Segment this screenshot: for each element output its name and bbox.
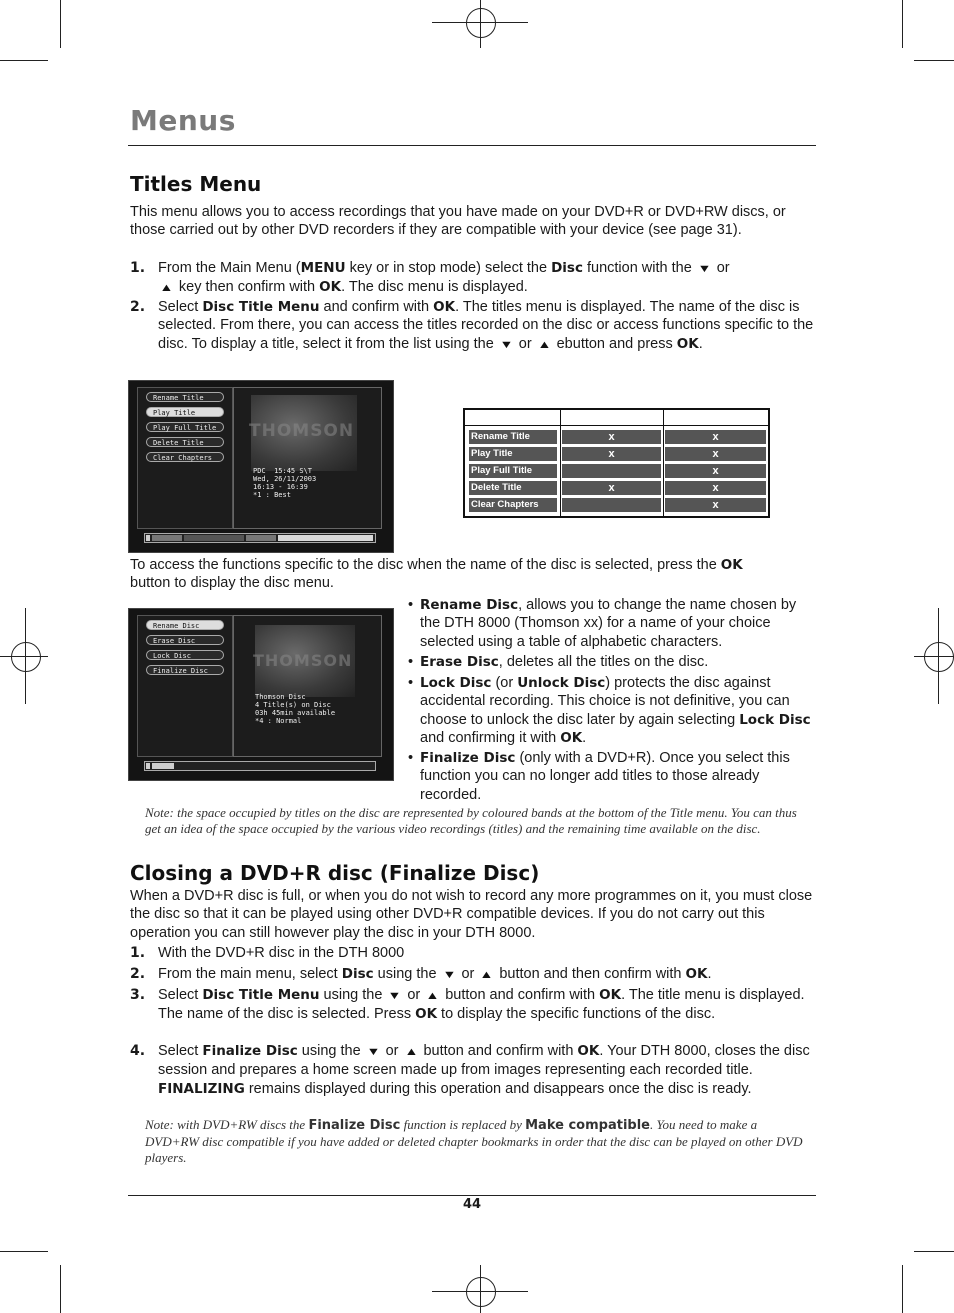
titles-menu-intro: This menu allows you to access recordings that you have made on your DVD+R or DVD+RW discs, or those carried out by other DVD recorders if they are compatible with your device (see page 31). (130, 204, 786, 239)
bullet-finalize-disc: Finalize Disc (only with a DVD+R). Once you select this function you can no longer add titles to those already recorded. (420, 750, 790, 803)
footer-rule (128, 1195, 816, 1196)
down-arrow-icon: ▼ (441, 969, 457, 981)
closing-step-1: With the DVD+R disc in the DTH 8000 (158, 945, 405, 961)
screen-menu-item: Delete Title (146, 437, 224, 447)
down-arrow-icon: ▼ (387, 990, 402, 1002)
screen-menu-item: Rename Disc (146, 620, 224, 630)
disc-space-bar (144, 761, 376, 771)
titles-step-1: From the Main Menu (MENU key or in stop mode) select the Disc function with the ▼ or ▲ key then confirm with OK. The disc menu is displayed. (158, 259, 814, 298)
screen-menu-item: Lock Disc (146, 650, 224, 660)
down-arrow-icon: ▼ (499, 338, 514, 351)
down-arrow-icon: ▼ (697, 263, 712, 275)
registration-mark (466, 1277, 496, 1307)
thomson-logo: THOMSON (253, 651, 353, 670)
step-number: 1. (130, 260, 146, 276)
screen-menu-item: Play Full Title (146, 422, 224, 432)
up-arrow-icon: ▲ (403, 1046, 419, 1058)
screen-menu-item: Erase Disc (146, 635, 224, 645)
page-number: 44 (463, 1197, 482, 1212)
titles-note: Note: the space occupied by titles on the disc are represented by coloured bands at the bottom of the Title menu. You can thus get an idea of the space occupied by the various video recordings (titles) and the remaining time available on the disc. (145, 805, 797, 836)
disc-menu-screenshot (128, 608, 394, 781)
page-title: Menus (130, 104, 236, 137)
header-rule (128, 145, 816, 146)
bullet-dot: • (408, 654, 414, 670)
registration-mark (466, 8, 496, 38)
up-arrow-icon: ▲ (159, 282, 174, 295)
crop-mark (902, 0, 903, 48)
closing-intro: When a DVD+R disc is full, or when you do not wish to record any more programmes on it, you must close the disc so that it can be played using other DVD+R compatible devices. If you do not carry out this operation you can still however play the disc in your DTH 8000. (130, 888, 813, 941)
step-number: 4. (130, 1043, 146, 1059)
registration-mark (25, 608, 26, 704)
registration-mark (480, 1265, 481, 1313)
disc-space-bar (144, 533, 376, 543)
functions-table: Rename Title x x Play Title x x Play Full Title x Delete Title x x Clear Chapters x (463, 408, 770, 518)
bullet-rename-disc: Rename Disc, allows you to change the name chosen by the DTH 8000 (Thomson xx) for a name of your choice selected using a table of alphabetic characters. (420, 597, 797, 650)
registration-mark (938, 608, 939, 704)
crop-mark (914, 1251, 954, 1252)
closing-step-3: Select Disc Title Menu using the ▼ or ▲ button and confirm with OK. The title menu is displayed. The name of the disc is selected. Press OK to display the specific functions of the disc. (158, 987, 805, 1023)
crop-mark (0, 60, 48, 61)
closing-step-4: Select Finalize Disc using the ▼ or ▲ button and confirm with OK. Your DTH 8000, closes the disc session and prepares a home screen made up from images representing each recorded title. FINALIZING remains displayed during this operation and disappears once the disc is ready. (158, 1043, 810, 1097)
bullet-dot: • (408, 597, 414, 613)
bullet-dot: • (408, 675, 414, 691)
step-number: 1. (130, 945, 146, 961)
disc-info: Thomson Disc 4 Title(s) on Disc 03h 45min available *4 : Normal (255, 693, 336, 725)
registration-mark (480, 0, 481, 48)
crop-mark (902, 1265, 903, 1313)
registration-mark (924, 642, 954, 672)
closing-step-2: From the main menu, select Disc using the ▼ or ▲ button and then confirm with OK. (158, 965, 814, 984)
disc-menu-intro: To access the functions specific to the disc when the name of the disc is selected, press the OK button to display the disc menu. (130, 557, 743, 592)
crop-mark (914, 60, 954, 61)
closing-note: Note: with DVD+RW discs the Finalize Disc function is replaced by Make compatible. You need to make a DVD+RW disc compatible if you have added or deleted chapter bookmarks in order that the disc can be played on other DVD players. (145, 1117, 803, 1165)
bullet-lock-disc: Lock Disc (or Unlock Disc) protects the disc against accidental recording. This choice is not definitive, you can choose to unlock the disc later by again selecting Lock Disc and confirming it with OK. (420, 675, 811, 746)
titles-step-2: Select Disc Title Menu and confirm with OK. The titles menu is displayed. The name of the disc is selected. From there, you can access the titles recorded on the disc or access functions specific to the disc. To display a title, select it from the list using the ▼ or ▲ ebutton and press OK. (158, 298, 816, 354)
registration-mark (0, 656, 48, 657)
crop-mark (60, 1265, 61, 1313)
up-arrow-icon: ▲ (537, 338, 552, 351)
thomson-logo: THOMSON (249, 421, 355, 441)
registration-mark (11, 642, 41, 672)
step-number: 2. (130, 966, 146, 982)
screen-menu-item: Finalize Disc (146, 665, 224, 675)
screen-menu-item: Play Title (146, 407, 224, 417)
screen-menu-item: Rename Title (146, 392, 224, 402)
down-arrow-icon: ▼ (366, 1046, 381, 1058)
up-arrow-icon: ▲ (479, 969, 494, 981)
title-info: PDC 15:45 S\T Wed, 26/11/2003 16:13 - 16:39 *1 : Best (253, 467, 317, 499)
step-number: 3. (130, 987, 146, 1003)
step-number: 2. (130, 299, 146, 315)
crop-mark (60, 0, 61, 48)
titles-menu-heading: Titles Menu (130, 172, 262, 196)
titles-menu-screenshot (128, 380, 394, 553)
registration-mark (914, 656, 954, 657)
closing-heading: Closing a DVD+R disc (Finalize Disc) (130, 861, 540, 885)
crop-mark (0, 1251, 48, 1252)
up-arrow-icon: ▲ (425, 990, 440, 1002)
bullet-erase-disc: Erase Disc, deletes all the titles on the disc. (420, 654, 709, 670)
bullet-dot: • (408, 750, 414, 766)
screen-menu-item: Clear Chapters (146, 452, 224, 462)
